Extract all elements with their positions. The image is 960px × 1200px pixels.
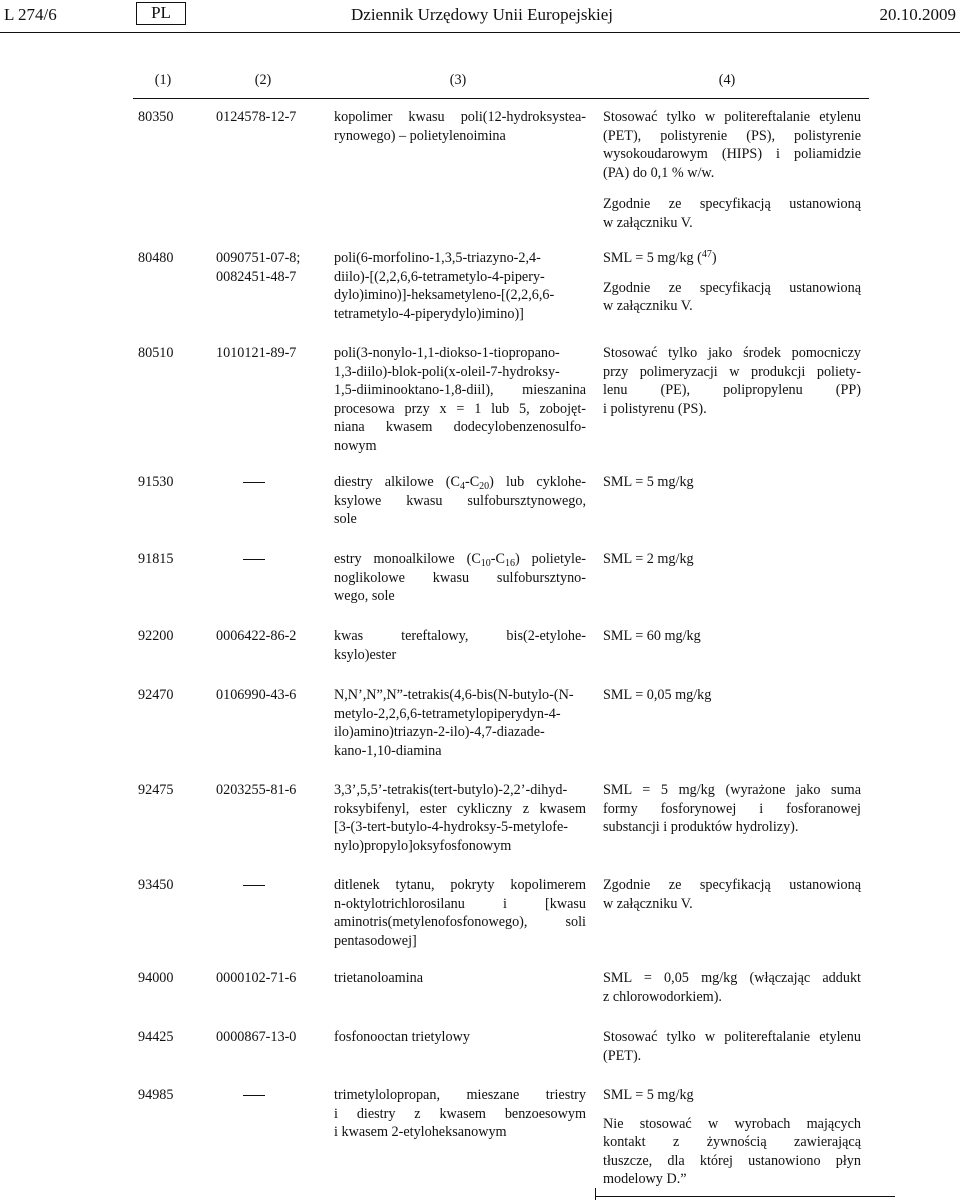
substance-name: diestry alkilowe $(C_4-C_{20})$ lub cyklohe- ksylowe kwasu sulfobursztynowego, sole xyxy=(334,474,586,528)
header-rule xyxy=(0,32,960,33)
ref-number: 92200 xyxy=(138,628,174,644)
ref-number: 91530 xyxy=(138,474,174,490)
ref-number: 80350 xyxy=(138,109,174,125)
restrictions: SML = 5 mg/kg (wyrażone jako suma formy fosforynowej i fosforanowej substancji i produktów hydrolizy). xyxy=(603,782,861,836)
dash-mark xyxy=(243,1095,265,1096)
publication-date: 20.10.2009 xyxy=(879,5,956,24)
substance-name: kopolimer kwasu poli(12-hydroksystea- rynowego) – polietylenoimina xyxy=(334,109,586,144)
restrictions: SML = 60 mg/kg xyxy=(603,628,701,644)
cas-number: 0124578-12-7 xyxy=(216,109,297,125)
ref-number: 91815 xyxy=(138,551,174,567)
restrictions: SML = 2 mg/kg xyxy=(603,551,694,567)
ref-number: 94000 xyxy=(138,970,174,986)
restrictions: Stosować tylko w politereftalanie etylenu (PET), polistyrenie (PS), polistyrenie wysokoudarowym (HIPS) i poliamidzie (PA) do 0,1 % w/w. Zgodnie ze specyfikacją ustanowioną w załączniku V. xyxy=(603,109,861,231)
column-heading-4: (4) xyxy=(718,72,736,88)
substance-name: N,N’,N”,N”-tetrakis(4,6-bis(N-butylo-(N- metylo-2,2,6,6-tetrametylopiperydyn-4- ilo)amino)triazyn-2-ilo)-4,7-diazade- kano-1,10-diamina xyxy=(334,687,574,759)
cas-number-empty xyxy=(216,550,326,569)
substance-name: poli(3-nonylo-1,1-diokso-1-tiopropano- 1,3-diilo)-blok-poli(x-oleil-7-hydroksy- 1,5-diiminooktano-1,8-diil), mieszanina procesowa przy x = 1 lub 5, zobojęt- niana kwasem dodecylobenzenosulfo- nowym xyxy=(334,345,586,454)
cas-number: 1010121-89-7 xyxy=(216,345,297,361)
cas-number: 0106990-43-6 xyxy=(216,687,297,703)
restrictions: Stosować tylko jako środek pomocniczy przy polimeryzacji w produkcji poliety- lenu (PE), polipropylenu (PP) i polistyrenu (PS). xyxy=(603,345,861,417)
dash-mark xyxy=(243,482,265,483)
table-bottom-rule xyxy=(595,1196,895,1197)
column-heading-3: (3) xyxy=(449,72,467,88)
column-heading-1: (1) xyxy=(154,72,172,88)
substance-name: estry monoalkilowe $(C_{10}-C_{16})$ polietyle- noglikolowe kwasu sulfobursztyno- wego, sole xyxy=(334,551,587,605)
restrictions: SML = 5 mg/kg Nie stosować w wyrobach mających kontakt z żywnością zawierającą tłuszcze, dla której ustanowiono płyn modelowy D.” xyxy=(603,1087,861,1188)
cas-number: 0203255-81-6 xyxy=(216,782,297,798)
dash-mark xyxy=(243,885,265,886)
restrictions: SML = 5 mg/kg ($^{47}$) Zgodnie ze specyfikacją ustanowioną w załączniku V. xyxy=(603,249,861,315)
ref-number: 94425 xyxy=(138,1029,174,1045)
cas-number-empty xyxy=(216,876,326,895)
journal-title: Dziennik Urzędowy Unii Europejskiej xyxy=(351,5,614,24)
language-code-box: PL xyxy=(136,2,186,25)
ref-number: 80510 xyxy=(138,345,174,361)
cas-number: 0090751-07-8; 0082451-48-7 xyxy=(216,250,301,285)
substance-name: kwas tereftalowy, bis(2-etylohe- ksylo)ester xyxy=(334,628,586,663)
substance-name: trietanoloamina xyxy=(334,970,424,986)
substance-name: poli(6-morfolino-1,3,5-triazyno-2,4- diilo)-[(2,2,6,6-tetrametylo-4-pipery- dylo)imino)]-heksametyleno-[(2,2,6,6- tetrametylo-4-piperydylo)imino)] xyxy=(334,250,555,322)
column-heading-2: (2) xyxy=(254,72,272,88)
substance-name: 3,3’,5,5’-tetrakis(tert-butylo)-2,2’-dihyd- roksybifenyl, ester cykliczny z kwasem [3-(3-tert-butylo-4-hydroksy-5-metylofe- nylo)propylo]oksyfosfonowym xyxy=(334,782,586,854)
ref-number: 92470 xyxy=(138,687,174,703)
restrictions: SML = 0,05 mg/kg xyxy=(603,687,712,703)
cas-number: 0000102-71-6 xyxy=(216,970,297,986)
ref-number: 92475 xyxy=(138,782,174,798)
restrictions: SML = 5 mg/kg xyxy=(603,474,694,490)
substance-name: trimetylolopropan, mieszane triestry i diestry z kwasem benzoesowym i kwasem 2-etyloheksanowym xyxy=(334,1087,586,1141)
page-reference: L 274/6 xyxy=(4,5,57,24)
restrictions: Stosować tylko w politereftalanie etylenu (PET). xyxy=(603,1029,861,1064)
substance-name: fosfonooctan trietylowy xyxy=(334,1029,470,1045)
table-border-fragment xyxy=(595,1188,596,1200)
substance-name: ditlenek tytanu, pokryty kopolimerem n-oktylotrichlorosilanu i [kwasu aminotris(metylenofosfonowego), soli pentasodowej] xyxy=(334,877,586,949)
ref-number: 94985 xyxy=(138,1087,174,1103)
cas-number-empty xyxy=(216,473,326,492)
cas-number-empty xyxy=(216,1086,326,1105)
restrictions: Zgodnie ze specyfikacją ustanowioną w załączniku V. xyxy=(603,877,861,912)
dash-mark xyxy=(243,559,265,560)
cas-number: 0000867-13-0 xyxy=(216,1029,297,1045)
ref-number: 93450 xyxy=(138,877,174,893)
restrictions: SML = 0,05 mg/kg (włączając addukt z chlorowodorkiem). xyxy=(603,970,861,1005)
table-top-rule xyxy=(133,98,869,99)
cas-number: 0006422-86-2 xyxy=(216,628,297,644)
footnote-ref: 47 xyxy=(701,249,712,260)
page-header xyxy=(0,0,960,30)
ref-number: 80480 xyxy=(138,250,174,266)
